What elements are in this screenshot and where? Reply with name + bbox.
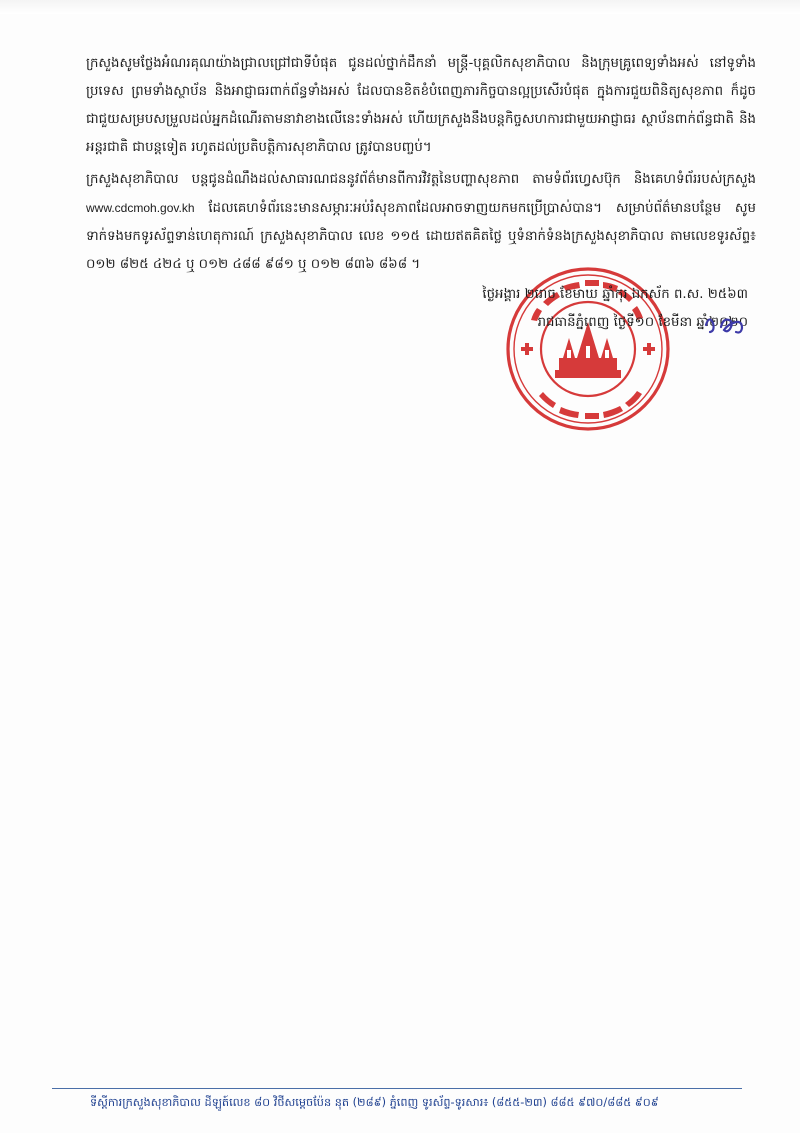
- footer-address: ទីស្តីការក្រសួងសុខាភិបាល ដីឡូត៍លេខ ៨០ វិថីសម្តេចប៉ែន នុត (២៨៩) ភ្នំពេញ ទូរស័ព្ទ-ទូរសារ៖ (៨៥៥-២៣) ៨៨៥ ៩៧០/៨៨៥ ៩០៩: [90, 1096, 659, 1109]
- signature-mark: [703, 311, 753, 337]
- date-solar: រាជធានីភ្នំពេញ ថ្ងៃទី១០ ខែមីនា ឆ្នាំ២០២០: [537, 315, 748, 330]
- page-top-edge: [0, 0, 800, 14]
- footer-divider: [52, 1088, 742, 1089]
- paragraph-information-end: ដែលគេហទំព័រនេះមានសម្ភារៈអប់រំសុខភាពដែលអាចទាញយកមកប្រើប្រាស់បាន។ សម្រាប់ព័ត៌មានបន្ថែម សូមទាក់ទងមកទូរស័ព្ទទាន់ហេតុការណ៍ ក្រសួងសុខាភិបាល លេខ ១១៥ ដោយឥតគិតថ្លៃ ឬទំនាក់ទំនងក្រសួងសុខាភិបាល តាមលេខទូរស័ព្ទ៖ ០១២ ៨២៥ ៤២៤ ឬ ០១២ ៤៨៨ ៩៨១ ឬ ០១២ ៨៣៦ ៨៦៨ ។: [86, 201, 757, 272]
- paragraph-information-start: ក្រសួងសុខាភិបាល បន្តជូនដំណឹងដល់សាធារណជននូវព័ត៌មានពីការវិវត្តនៃបញ្ហាសុខភាព តាមទំព័រហ្វេសប៊ុក និងគេហទំព័ររបស់ក្រសួង: [86, 172, 756, 187]
- paragraph-acknowledgement: ក្រសួងសូមថ្លែងអំណរគុណយ៉ាងជ្រាលជ្រៅជាទីបំផុត ជូនដល់ថ្នាក់ដឹកនាំ មន្ត្រី-បុគ្គលិកសុខាភិបាល និងក្រុមគ្រូពេទ្យទាំងអស់ នៅទូទាំងប្រទេស ព្រមទាំងស្ថាប័ន និងអាជ្ញាធរពាក់ព័ន្ធទាំងអស់ ដែលបានខិតខំបំពេញភារកិច្ចបានល្អប្រសើរបំផុត ក្នុងការជួយពិនិត្យសុខភាព ក៏ដូចជាជួយសម្របសម្រួលដល់អ្នកដំណើរតាមនាវាខាងលើនេះទាំងអស់ ហើយក្រសួងនឹងបន្តកិច្ចសហការជាមួយអាជ្ញាធរ ស្ថាប័នពាក់ព័ន្ធជាតិ និងអន្តរជាតិ ជាបន្តទៀត រហូតដល់ប្រតិបត្តិការសុខាភិបាល ត្រូវបានបញ្ចប់។: [86, 56, 756, 155]
- website-link[interactable]: www.cdcmoh.gov.kh: [86, 201, 195, 215]
- date-lunar: ថ្ងៃអង្គារ ២រោច ខែមាឃ ឆ្នាំកុរ ឯកស័ក ព.ស. ២៥៦៣: [482, 287, 748, 302]
